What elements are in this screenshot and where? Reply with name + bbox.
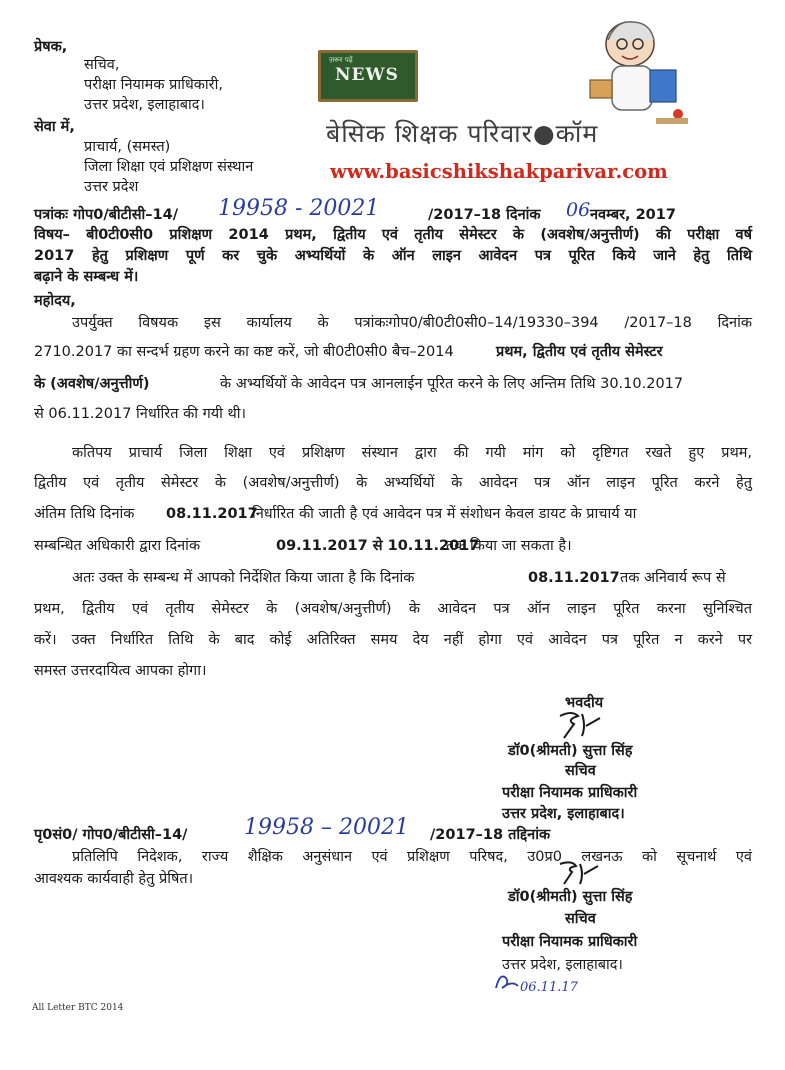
news-board-text: NEWS: [335, 65, 399, 85]
para3-line-2: प्रथम, द्वितीय एवं तृतीय सेमेस्टर के (अवशेष/अनुत्तीर्ण) के आवेदन पत्र ऑन लाइन पूरित करना सुनिश्चित: [34, 601, 752, 617]
sender-label: प्रेषक,: [34, 39, 68, 55]
reference-handwritten-number: 19958 - 20021: [218, 196, 380, 221]
footer-note: All Letter BTC 2014: [32, 1003, 124, 1013]
signatory-title-1: सचिव: [565, 763, 596, 779]
subject-line-2: 2017 हेतु प्रशिक्षण पूर्ण कर चुके अभ्यर्थियों के ऑन लाइन आवेदन पत्र पूरित किये जाने हेतु तिथि: [34, 248, 752, 264]
signatory-office-1: परीक्षा नियामक प्राधिकारी: [502, 785, 638, 801]
copy-ref-suffix: /2017–18 तद्दिनांक: [430, 827, 551, 843]
para1-line-1: उपर्युक्त विषयक इस कार्यालय के पत्रांकःगोप0/बी0टी0सी0–14/19330–394 /2017–18 दिनांक: [72, 315, 752, 331]
para1-line-3b: के अभ्यर्थियों के आवेदन पत्र आनलाईन पूरित करने के लिए अन्तिम तिथि 30.10.2017: [220, 376, 684, 392]
teacher-cartoon-logo: [586, 14, 696, 134]
reference-middle: /2017–18 दिनांक: [428, 207, 541, 223]
reference-prefix: पत्रांकः गोप0/बीटीसी–14/: [34, 207, 179, 223]
recipient-label: सेवा में,: [34, 119, 75, 135]
para2-line-3b: 08.11.2017: [166, 506, 258, 522]
subject-line-1: विषय– बी0टी0सी0 प्रशिक्षण 2014 प्रथम, द्वितीय एवं तृतीय सेमेस्टर के (अवशेष/अनुत्तीर्ण) की परीक्षा वर्ष: [34, 227, 752, 243]
signatory-name-2: डॉ0(श्रीमती) सुत्ता सिंह: [508, 889, 633, 905]
signatory-office-2: परीक्षा नियामक प्राधिकारी: [502, 934, 638, 950]
closing-text: भवदीय: [565, 695, 604, 711]
site-name-hindi: बेसिक शिक्षक परिवार●कॉम: [326, 119, 599, 148]
para2-line-4b: 09.11.2017 से 10.11.2017: [276, 538, 480, 554]
news-board-small-text: ज़रूर पढ़ें: [329, 56, 353, 64]
news-board-logo: [318, 50, 418, 102]
signatory-place-1: उत्तर प्रदेश, इलाहाबाद।: [502, 806, 625, 822]
salutation: महोदय,: [34, 293, 76, 309]
copy-ref-handwritten-number: 19958 – 20021: [244, 815, 409, 840]
para2-line-3a: अंतिम तिथि दिनांक: [34, 506, 135, 522]
signatory-title-2: सचिव: [565, 911, 596, 927]
subject-line-3: बढ़ाने के सम्बन्ध में।: [34, 269, 139, 285]
signature-scribble-2: [552, 858, 608, 888]
sender-line-2: परीक्षा नियामक प्राधिकारी,: [84, 77, 223, 93]
para3-line-3: करें। उक्त निर्धारित तिथि के बाद कोई अतिरिक्त समय देय नहीं होगा एवं आवेदन पत्र पूरित न करने पर: [34, 632, 752, 648]
para1-line-3a: के (अवशेष/अनुत्तीर्ण): [34, 376, 150, 392]
para2-line-4a: सम्बन्धित अधिकारी द्वारा दिनांक: [34, 538, 201, 554]
para3-line-1a: अतः उक्त के सम्बन्ध में आपको निर्देशित किया जाता है कि दिनांक: [72, 570, 415, 586]
para1-line-2a: 2710.2017 का सन्दर्भ ग्रहण करने का कष्ट करें, जो बी0टी0सी0 बैच–2014: [34, 344, 454, 360]
para2-line-2: द्वितीय एवं तृतीय सेमेस्टर के (अवशेष/अनुत्तीर्ण) के अभ्यर्थियों के आवेदन पत्र ऑन लाइन पूरित करने हेतु: [34, 475, 752, 491]
handwritten-date: 06.11.17: [520, 980, 578, 995]
para2-line-4c: तक किया जा सकता है।: [446, 538, 572, 554]
sender-line-3: उत्तर प्रदेश, इलाहाबाद।: [84, 97, 205, 113]
para3-line-1b: 08.11.2017: [528, 570, 620, 586]
para1-line-4: से 06.11.2017 निर्धारित की गयी थी।: [34, 406, 247, 422]
recipient-line-2: जिला शिक्षा एवं प्रशिक्षण संस्थान: [84, 159, 254, 175]
site-url: www.basicshikshakparivar.com: [330, 160, 668, 183]
sender-line-1: सचिव,: [84, 57, 120, 73]
para2-line-3c: निर्धारित की जाती है एवं आवेदन पत्र में संशोधन केवल डायट के प्राचार्य या: [252, 506, 637, 522]
copy-ref-prefix: पृ0सं0/ गोप0/बीटीसी–14/: [34, 827, 188, 843]
para3-line-4: समस्त उत्तरदायित्व आपका होगा।: [34, 663, 207, 679]
para3-line-1c: तक अनिवार्य रूप से: [620, 570, 726, 586]
recipient-line-1: प्राचार्य, (समस्त): [84, 139, 171, 155]
signature-scribble-1: [552, 708, 612, 742]
reference-suffix: नवम्बर, 2017: [590, 207, 676, 223]
reference-handwritten-day: 06: [566, 199, 591, 221]
signatory-name-1: डॉ0(श्रीमती) सुत्ता सिंह: [508, 743, 633, 759]
recipient-line-3: उत्तर प्रदेश: [84, 179, 139, 195]
initials-scribble: [492, 968, 522, 996]
para1-line-2b: प्रथम, द्वितीय एवं तृतीय सेमेस्टर: [496, 344, 663, 360]
para2-line-1: कतिपय प्राचार्य जिला शिक्षा एवं प्रशिक्षण संस्थान द्वारा की गयी मांग को दृष्टिगत रखते हुए प्रथम,: [72, 445, 752, 461]
signatory-place-2: उत्तर प्रदेश, इलाहाबाद।: [502, 957, 623, 973]
copy-text-line-1: प्रतिलिपि निदेशक, राज्य शैक्षिक अनुसंधान एवं प्रशिक्षण परिषद, उ0प्र0 लखनऊ को सूचनार्थ एवं: [72, 849, 752, 865]
copy-text-line-2: आवश्यक कार्यवाही हेतु प्रेषित।: [34, 871, 194, 887]
